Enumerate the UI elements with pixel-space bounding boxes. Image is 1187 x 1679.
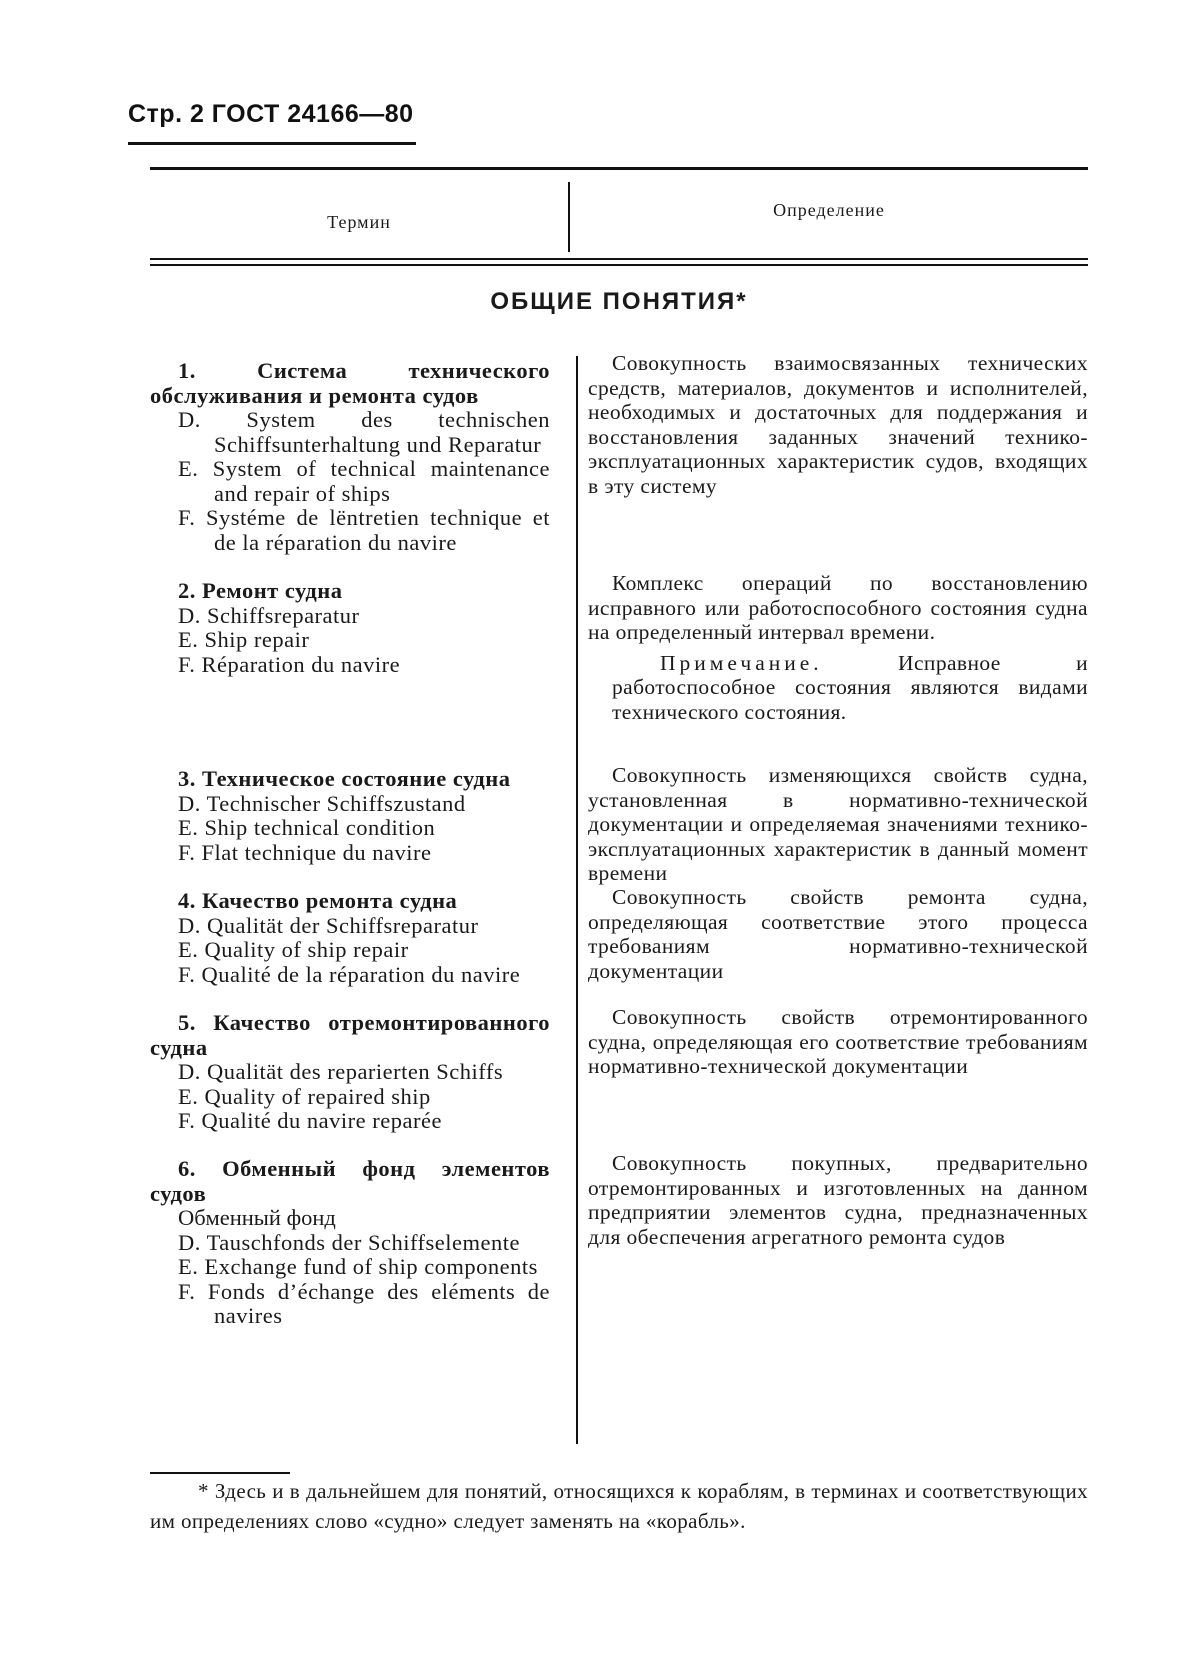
definition-5 — [588, 1005, 1088, 1079]
table-header-rule-double — [150, 264, 1088, 266]
term-lang-en: E. Quality of repaired ship — [178, 1083, 431, 1109]
definition-3 — [588, 763, 1088, 886]
definition-1 — [588, 351, 1088, 498]
term-title: 3. Техническое состояние судна — [178, 766, 511, 791]
footnote: * Здесь и в дальнейшем для понятий, относящихся к кораблям, в терминах и соответствующих им определениях слово «судно» следует заменять на «корабль». — [150, 1479, 1088, 1533]
definition-6 — [588, 1151, 1088, 1249]
definition-text: Совокупность изменяющихся свойств судна, установленная в нормативно-технической документации и определяемая значениями технико-эксплуатационных характеристик в данный момент времени — [588, 763, 1088, 885]
term-title: 6. Обменный фонд элементов судов — [150, 1156, 550, 1206]
header-rule — [128, 142, 416, 145]
term-entry-4 — [150, 889, 550, 987]
term-lang-en: E. System of technical maintenance and repair of ships — [178, 456, 550, 506]
term-title: 2. Ремонт судна — [178, 578, 343, 603]
term-lang-fr: F. Flat technique du navire — [178, 839, 432, 865]
column-header-definition: Определение — [773, 200, 885, 220]
definition-text: Комплекс операций по восстановлению исправного или работоспособного состояния судна на определенный интервал времени. — [588, 571, 1088, 644]
definition-text: Совокупность свойств ремонта судна, определяющая соответствие этого процесса требованиям нормативно-технической документации — [588, 885, 1088, 983]
term-lang-fr: F. Qualité du navire reparée — [178, 1108, 442, 1133]
term-lang-de: D. Qualität der Schiffsreparatur — [178, 912, 479, 938]
term-lang-en: E. Quality of ship repair — [178, 937, 409, 962]
term-lang-de: D. System des technischen Schiffsunterhaltung und Reparatur — [178, 407, 550, 457]
term-entry-3 — [150, 767, 550, 865]
term-lang-de: D. Qualität des reparierten Schiffs — [178, 1059, 504, 1084]
term-short: Обменный фонд — [178, 1205, 336, 1230]
term-lang-de: D. Technischer Schiffszustand — [178, 790, 466, 816]
term-title: 5. Качество отремонтированного судна — [150, 1010, 550, 1060]
term-entry-2 — [150, 579, 550, 677]
term-lang-de: D. Tauschfonds der Schiffselemente — [178, 1229, 521, 1255]
term-title: 4. Качество ремонта судна — [178, 888, 458, 913]
definition-4 — [588, 885, 1088, 983]
term-title: 1. Система технического обслуживания и ремонта судов — [150, 358, 550, 408]
note-label: Примечание. — [660, 650, 823, 675]
term-entry-5 — [150, 1011, 550, 1134]
term-lang-fr: F. Qualité de la réparation du navire — [178, 961, 521, 987]
table-top-rule — [150, 167, 1088, 170]
term-entry-1 — [150, 359, 550, 555]
body-column-divider — [576, 356, 578, 1444]
term-lang-en: E. Ship repair — [178, 627, 310, 652]
note-text: Исправное и работоспособное состояния являются видами технического состояния. — [612, 650, 1088, 724]
term-lang-de: D. Schiffsreparatur — [178, 602, 360, 628]
term-lang-fr: F. Réparation du navire — [178, 651, 401, 677]
footnote-rule — [150, 1472, 290, 1474]
term-entry-6 — [150, 1157, 550, 1329]
table-header-rule — [150, 258, 1088, 260]
definition-text: Совокупность взаимосвязанных технических средств, материалов, документов и исполнителей, необходимых и достаточных для поддержания и восстановления заданных значений технико-эксплуатационных характеристик судов, входящих в эту систему — [588, 351, 1088, 498]
term-lang-fr: F. Fonds d’échange des eléments de navires — [178, 1278, 550, 1328]
term-lang-en: E. Exchange fund of ship components — [178, 1254, 538, 1279]
definition-2 — [588, 571, 1088, 724]
definition-text: Совокупность покупных, предварительно отремонтированных и изготовленных на данном предприятии элементов судна, предназначенных для обеспечения агрегатного ремонта судов — [588, 1151, 1088, 1249]
note — [588, 651, 1088, 725]
page-header: Стр. 2 ГОСТ 24166—80 — [128, 100, 414, 128]
definition-text: Совокупность свойств отремонтированного судна, определяющая его соответствие требованиям нормативно-технической документации — [588, 1005, 1088, 1078]
section-title: ОБЩИЕ ПОНЯТИЯ* — [490, 288, 748, 315]
term-lang-en: E. Ship technical condition — [178, 815, 436, 840]
term-lang-fr: F. Systéme de lёntretien technique et de la réparation du navire — [178, 505, 550, 555]
column-header-term: Термин — [327, 212, 391, 232]
